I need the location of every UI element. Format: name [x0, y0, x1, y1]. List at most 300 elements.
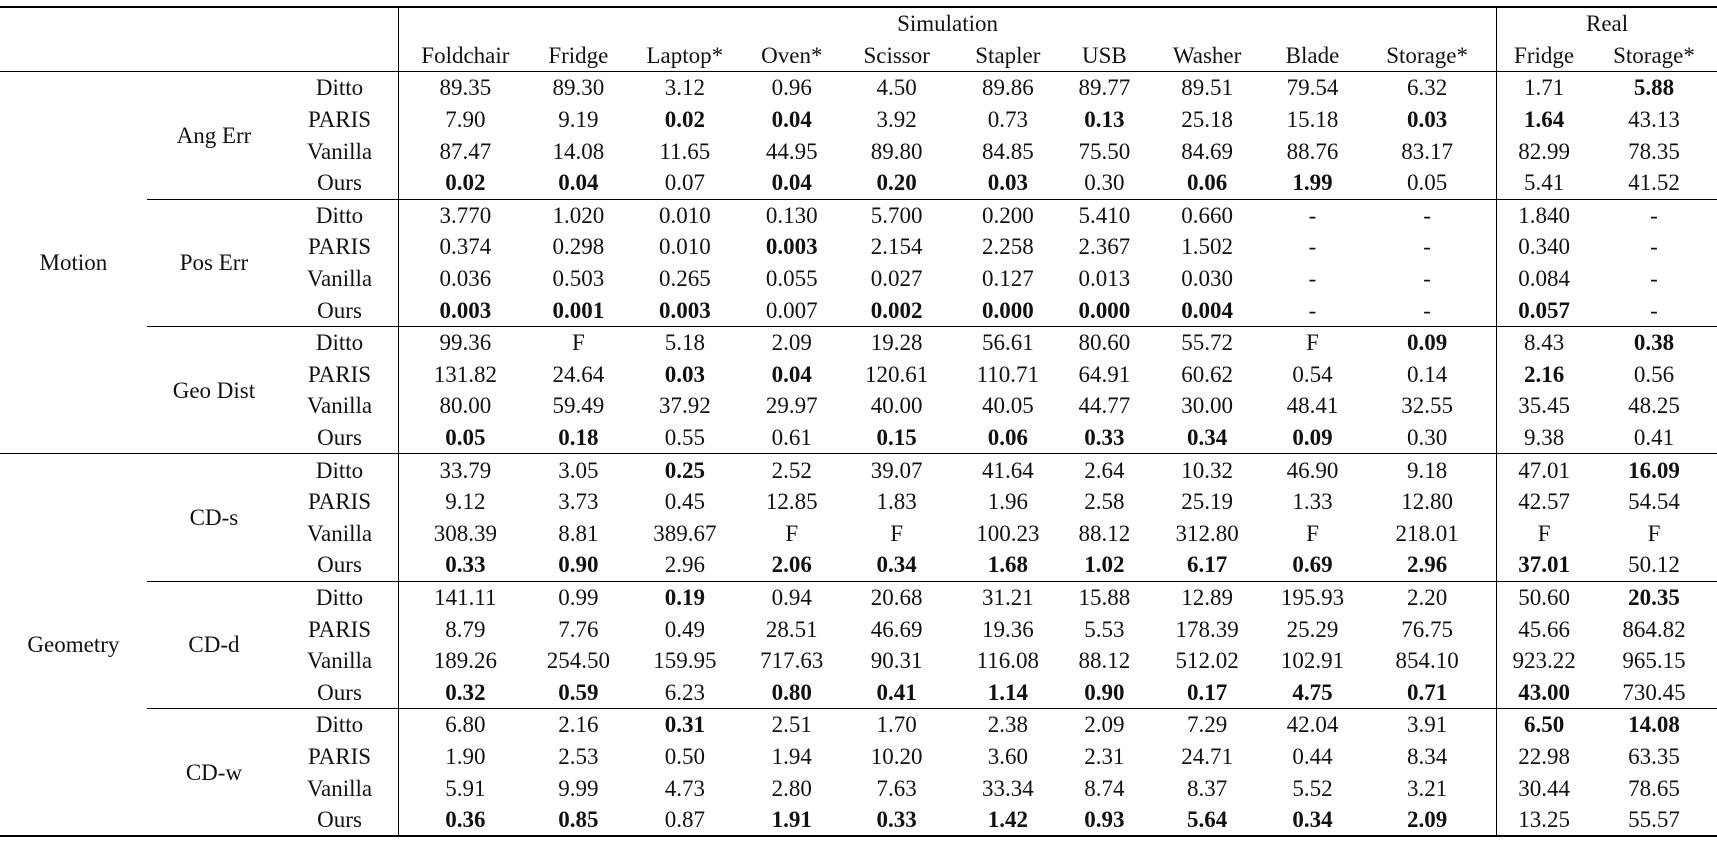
value-cell: 89.51 [1147, 72, 1267, 104]
value-cell: 1.42 [954, 804, 1061, 837]
value-cell: 2.09 [1061, 709, 1147, 741]
value-cell: - [1308, 297, 1317, 323]
value-cell: 33.79 [399, 454, 532, 486]
table-row [0, 454, 1717, 486]
value-cell: 0.09 [1292, 425, 1333, 451]
value-cell: 2.16 [1497, 359, 1591, 391]
value-cell: 12.80 [1401, 489, 1453, 515]
value-cell: 0.503 [552, 266, 605, 292]
column-header: Laptop* [646, 42, 724, 68]
method-name: Ours [317, 297, 362, 323]
value-cell: 0.80 [771, 679, 812, 705]
value-cell: 0.56 [1633, 361, 1675, 387]
value-cell: 100.23 [976, 520, 1040, 546]
value-cell: 0.33 [1084, 425, 1125, 451]
value-cell: 0.17 [1186, 679, 1228, 705]
value-cell: - [1423, 297, 1431, 323]
value-cell: 0.32 [399, 676, 532, 708]
column-header: Stapler [975, 42, 1041, 68]
value-cell: 0.010 [625, 199, 745, 231]
value-cell: 43.00 [1497, 676, 1591, 708]
value-cell: 88.76 [1286, 138, 1339, 164]
column-header: Washer [1172, 42, 1242, 68]
value-cell: 0.002 [870, 297, 923, 323]
value-cell: 0.36 [399, 804, 532, 837]
value-cell: - [1650, 297, 1658, 323]
value-cell: 0.59 [558, 679, 599, 705]
value-cell: 0.057 [1497, 294, 1591, 326]
value-cell: 131.82 [399, 359, 532, 391]
real-group-header: Real [1497, 7, 1717, 40]
value-cell: 79.54 [1267, 72, 1358, 104]
value-cell: F [1267, 326, 1358, 358]
metric-label: Pos Err [147, 199, 281, 326]
value-cell: 0.084 [1497, 263, 1591, 295]
value-cell: F [1647, 520, 1661, 546]
value-cell: 5.18 [625, 326, 745, 358]
value-cell: 116.08 [976, 648, 1040, 674]
value-cell: 2.52 [745, 454, 839, 486]
value-cell: 0.03 [1407, 107, 1448, 133]
value-cell: 78.65 [1628, 775, 1680, 801]
value-cell: 0.61 [771, 425, 812, 451]
value-cell: 19.28 [839, 326, 954, 358]
value-cell: 2.51 [745, 709, 839, 741]
value-cell: 0.030 [1181, 266, 1233, 292]
value-cell: 2.16 [532, 709, 625, 741]
value-cell: 0.44 [1292, 743, 1333, 769]
value-cell: 1.14 [987, 679, 1028, 705]
value-cell: 28.51 [765, 616, 818, 642]
value-cell: - [1423, 234, 1431, 260]
method-name: PARIS [307, 234, 372, 260]
value-cell: 0.04 [558, 170, 599, 196]
value-cell: 33.34 [981, 775, 1034, 801]
value-cell: 8.81 [558, 520, 599, 546]
value-cell: 37.01 [1497, 549, 1591, 581]
method-name: PARIS [307, 616, 372, 642]
value-cell: 0.38 [1591, 326, 1717, 358]
metric-label: Ang Err [147, 72, 281, 199]
value-cell: 29.97 [765, 393, 818, 419]
value-cell: 0.298 [552, 234, 605, 260]
value-cell: 0.07 [664, 170, 705, 196]
value-cell: 2.154 [870, 234, 923, 260]
value-cell: F [890, 520, 904, 546]
value-cell: 730.45 [1622, 679, 1686, 705]
value-cell: 84.69 [1181, 138, 1233, 164]
group-header-row [0, 7, 1717, 40]
value-cell: 88.12 [1078, 648, 1131, 674]
value-cell: 0.200 [954, 199, 1061, 231]
table-row [0, 326, 1717, 358]
value-cell: - [1308, 234, 1317, 260]
value-cell: 1.840 [1497, 199, 1591, 231]
value-cell: 80.00 [399, 390, 532, 422]
value-cell: 0.18 [558, 425, 599, 451]
value-cell: 0.13 [1084, 107, 1125, 133]
value-cell: 0.05 [1407, 170, 1448, 196]
value-cell: 0.003 [658, 297, 711, 323]
value-cell: - [1591, 199, 1717, 231]
column-header: Foldchair [399, 40, 532, 72]
value-cell: 0.04 [771, 170, 812, 196]
value-cell: 48.41 [1286, 393, 1339, 419]
value-cell: - [1650, 234, 1658, 260]
value-cell: 0.25 [625, 454, 745, 486]
value-cell: 3.12 [625, 72, 745, 104]
value-cell: 24.64 [552, 361, 605, 387]
value-cell: 2.367 [1078, 234, 1131, 260]
value-cell: 90.31 [870, 648, 923, 674]
value-cell: F [532, 326, 625, 358]
value-cell: 254.50 [546, 648, 610, 674]
value-cell: 15.18 [1286, 107, 1339, 133]
value-cell: 0.93 [1061, 804, 1147, 837]
value-cell: 9.12 [399, 486, 532, 518]
value-cell: 5.64 [1147, 804, 1267, 837]
value-cell: 1.502 [1181, 234, 1233, 260]
value-cell: 82.99 [1497, 135, 1591, 167]
value-cell: 0.340 [1497, 231, 1591, 263]
value-cell: 9.99 [558, 775, 599, 801]
value-cell: 0.03 [987, 170, 1028, 196]
value-cell: 0.54 [1292, 361, 1333, 387]
value-cell: 13.25 [1497, 804, 1591, 837]
method-name: Ours [317, 679, 362, 705]
method-name: PARIS [307, 361, 372, 387]
value-cell: 312.80 [1175, 520, 1239, 546]
value-cell: 0.06 [987, 425, 1028, 451]
value-cell: 89.86 [954, 72, 1061, 104]
value-cell: 0.41 [876, 679, 917, 705]
value-cell: 0.000 [981, 297, 1034, 323]
value-cell: 87.47 [399, 135, 532, 167]
value-cell: - [1308, 266, 1317, 292]
value-cell: 78.35 [1628, 138, 1680, 164]
value-cell: 6.23 [664, 679, 705, 705]
results-table [0, 6, 1717, 837]
value-cell: 9.18 [1358, 454, 1497, 486]
column-header: Storage* [1613, 42, 1695, 68]
value-cell: 102.91 [1280, 648, 1345, 674]
method-name: Vanilla [306, 266, 373, 292]
value-cell: 31.21 [954, 581, 1061, 613]
value-cell: 30.44 [1497, 772, 1591, 804]
value-cell: 24.71 [1181, 743, 1233, 769]
value-cell: 2.53 [558, 743, 599, 769]
value-cell: 3.73 [558, 489, 599, 515]
results-table-container [0, 6, 1717, 837]
value-cell: 0.15 [876, 425, 917, 451]
value-cell: 2.96 [664, 552, 705, 578]
table-row [0, 72, 1717, 104]
value-cell: 2.09 [745, 326, 839, 358]
value-cell: - [1358, 199, 1497, 231]
value-cell: 2.06 [771, 552, 812, 578]
value-cell: 40.05 [981, 393, 1034, 419]
value-cell: 1.33 [1292, 489, 1333, 515]
value-cell: 25.19 [1181, 489, 1233, 515]
value-cell: 46.90 [1267, 454, 1358, 486]
value-cell: 8.37 [1186, 775, 1228, 801]
value-cell: 4.50 [839, 72, 954, 104]
value-cell: 44.77 [1078, 393, 1131, 419]
value-cell: 854.10 [1395, 648, 1459, 674]
value-cell: 1.91 [745, 804, 839, 837]
value-cell: 41.64 [954, 454, 1061, 486]
empty-header-cell [0, 40, 147, 72]
value-cell: F [785, 520, 799, 546]
value-cell: 50.60 [1497, 581, 1591, 613]
column-header: Storage* [1386, 42, 1469, 68]
value-cell: 0.41 [1633, 425, 1675, 451]
value-cell: 50.12 [1628, 552, 1680, 578]
method-name: PARIS [307, 743, 372, 769]
value-cell: 0.02 [664, 107, 705, 133]
value-cell: 11.65 [659, 138, 711, 164]
value-cell: 0.87 [625, 804, 745, 837]
value-cell: 110.71 [976, 361, 1040, 387]
value-cell: 0.55 [664, 425, 705, 451]
value-cell: 0.04 [771, 361, 812, 387]
value-cell: 3.21 [1407, 775, 1448, 801]
value-cell: 43.13 [1628, 107, 1680, 133]
value-cell: 35.45 [1497, 390, 1591, 422]
value-cell: 25.18 [1181, 107, 1233, 133]
value-cell: 0.71 [1407, 679, 1448, 705]
column-header: Oven* [761, 42, 823, 68]
value-cell: 4.75 [1292, 679, 1333, 705]
value-cell: 0.000 [1078, 297, 1131, 323]
value-cell: 6.80 [399, 709, 532, 741]
value-cell: 0.34 [1267, 804, 1358, 837]
method-name: Ditto [281, 581, 398, 613]
method-name: Vanilla [306, 520, 373, 546]
value-cell: 89.35 [399, 72, 532, 104]
value-cell: 0.010 [658, 234, 711, 260]
value-cell: 2.09 [1358, 804, 1497, 837]
value-cell: 0.69 [1292, 552, 1333, 578]
value-cell: 2.64 [1061, 454, 1147, 486]
value-cell: 3.92 [876, 107, 917, 133]
value-cell: 5.53 [1084, 616, 1125, 642]
value-cell: 0.20 [876, 170, 917, 196]
value-cell: 923.22 [1497, 645, 1591, 677]
table-body [0, 72, 1717, 837]
value-cell: 0.73 [987, 107, 1028, 133]
value-cell: 54.54 [1628, 489, 1680, 515]
value-cell: 88.12 [1078, 520, 1131, 546]
column-header-row [0, 40, 1717, 72]
value-cell: 75.50 [1078, 138, 1131, 164]
value-cell: 0.30 [1084, 170, 1125, 196]
value-cell: 0.14 [1407, 361, 1448, 387]
value-cell: 2.38 [954, 709, 1061, 741]
value-cell: 0.374 [399, 231, 532, 263]
method-name: Ours [317, 425, 362, 451]
value-cell: 1.02 [1084, 552, 1125, 578]
simulation-group-header: Simulation [399, 7, 1497, 40]
empty-header-cell [281, 7, 398, 40]
value-cell: 2.80 [771, 775, 812, 801]
value-cell: 5.91 [399, 772, 532, 804]
column-header: Fridge [548, 42, 609, 68]
value-cell: 42.04 [1267, 709, 1358, 741]
value-cell: 195.93 [1267, 581, 1358, 613]
method-name: Ours [317, 170, 362, 196]
value-cell: 5.52 [1292, 775, 1333, 801]
value-cell: 60.62 [1181, 361, 1233, 387]
value-cell: 141.11 [399, 581, 532, 613]
value-cell: 39.07 [839, 454, 954, 486]
value-cell: 5.88 [1591, 72, 1717, 104]
value-cell: 2.96 [1407, 552, 1448, 578]
value-cell: 0.130 [745, 199, 839, 231]
value-cell: 89.30 [532, 72, 625, 104]
value-cell: 0.90 [1084, 679, 1125, 705]
value-cell: 1.83 [876, 489, 917, 515]
value-cell: 14.08 [552, 138, 605, 164]
value-cell: 5.700 [839, 199, 954, 231]
value-cell: 9.38 [1497, 422, 1591, 454]
value-cell: 8.79 [399, 613, 532, 645]
empty-header-cell [0, 7, 147, 40]
value-cell: 64.91 [1078, 361, 1131, 387]
value-cell: 89.80 [870, 138, 923, 164]
value-cell: 0.85 [532, 804, 625, 837]
value-cell: 32.55 [1401, 393, 1453, 419]
value-cell: 8.74 [1084, 775, 1125, 801]
value-cell: 37.92 [658, 393, 711, 419]
value-cell: 1.70 [839, 709, 954, 741]
value-cell: 0.06 [1186, 170, 1228, 196]
value-cell: 7.29 [1147, 709, 1267, 741]
value-cell: 0.34 [876, 552, 917, 578]
value-cell: 0.94 [745, 581, 839, 613]
value-cell: 15.88 [1061, 581, 1147, 613]
section-label: Geometry [0, 454, 147, 837]
value-cell: 0.660 [1147, 199, 1267, 231]
value-cell: 0.34 [1186, 425, 1228, 451]
value-cell: 0.90 [558, 552, 599, 578]
value-cell: F [1497, 518, 1591, 550]
value-cell: - [1423, 266, 1431, 292]
value-cell: 0.003 [399, 294, 532, 326]
value-cell: 0.036 [399, 263, 532, 295]
method-name: Ditto [281, 454, 398, 486]
value-cell: 0.45 [664, 489, 705, 515]
value-cell: 0.99 [532, 581, 625, 613]
method-name: Ditto [281, 72, 398, 104]
column-header: USB [1081, 42, 1127, 68]
value-cell: 1.020 [532, 199, 625, 231]
value-cell: 45.66 [1497, 613, 1591, 645]
method-name: Vanilla [306, 393, 373, 419]
metric-label: CD-w [147, 709, 281, 837]
value-cell: 389.67 [653, 520, 717, 546]
value-cell: 41.52 [1628, 170, 1680, 196]
value-cell: 864.82 [1622, 616, 1686, 642]
value-cell: 22.98 [1497, 741, 1591, 773]
value-cell: 1.94 [771, 743, 812, 769]
value-cell: 0.013 [1078, 266, 1131, 292]
value-cell: 0.055 [765, 266, 818, 292]
value-cell: 3.91 [1358, 709, 1497, 741]
value-cell: 84.85 [981, 138, 1034, 164]
value-cell: 8.34 [1407, 743, 1448, 769]
empty-header-cell [281, 40, 398, 72]
value-cell: 7.90 [399, 104, 532, 136]
value-cell: 8.43 [1497, 326, 1591, 358]
value-cell: 2.58 [1084, 489, 1125, 515]
value-cell: 0.05 [399, 422, 532, 454]
method-name: Ours [281, 804, 398, 837]
metric-label: CD-s [147, 454, 281, 581]
value-cell: 83.17 [1401, 138, 1453, 164]
empty-header-cell [147, 40, 281, 72]
value-cell: 1.71 [1497, 72, 1591, 104]
value-cell: 40.00 [870, 393, 923, 419]
value-cell: 10.20 [870, 743, 923, 769]
value-cell: 178.39 [1175, 616, 1239, 642]
value-cell: 20.68 [839, 581, 954, 613]
method-name: Vanilla [306, 138, 373, 164]
value-cell: 7.63 [876, 775, 917, 801]
value-cell: 7.76 [558, 616, 599, 642]
column-header: Fridge [1497, 40, 1591, 72]
value-cell: 56.61 [954, 326, 1061, 358]
value-cell: 2.31 [1084, 743, 1125, 769]
value-cell: 218.01 [1395, 520, 1459, 546]
value-cell: 6.32 [1358, 72, 1497, 104]
value-cell: 2.20 [1358, 581, 1497, 613]
value-cell: 42.57 [1497, 486, 1591, 518]
section-label: Motion [0, 72, 147, 454]
method-name: Ditto [281, 326, 398, 358]
column-header: Scissor [863, 42, 930, 68]
method-name: Ours [317, 552, 362, 578]
metric-label: Geo Dist [147, 326, 281, 453]
value-cell: 0.03 [664, 361, 705, 387]
value-cell: 0.31 [625, 709, 745, 741]
value-cell: 55.72 [1147, 326, 1267, 358]
value-cell: 3.05 [532, 454, 625, 486]
value-cell: 0.007 [765, 297, 818, 323]
value-cell: 965.15 [1622, 648, 1686, 674]
value-cell: 99.36 [399, 326, 532, 358]
value-cell: 5.410 [1061, 199, 1147, 231]
table-row [0, 199, 1717, 231]
value-cell: 4.73 [664, 775, 705, 801]
value-cell: 189.26 [399, 645, 532, 677]
value-cell: 47.01 [1497, 454, 1591, 486]
value-cell: 9.19 [558, 107, 599, 133]
metric-label: CD-d [147, 581, 281, 708]
value-cell: 55.57 [1591, 804, 1717, 837]
value-cell: 6.50 [1497, 709, 1591, 741]
value-cell: 1.99 [1292, 170, 1333, 196]
method-name: Ditto [281, 709, 398, 741]
value-cell: 1.68 [987, 552, 1028, 578]
value-cell: 0.04 [771, 107, 812, 133]
value-cell: 89.77 [1061, 72, 1147, 104]
value-cell: 1.64 [1497, 104, 1591, 136]
value-cell: 2.258 [981, 234, 1034, 260]
value-cell: 59.49 [552, 393, 605, 419]
value-cell: 3.770 [399, 199, 532, 231]
value-cell: 48.25 [1628, 393, 1680, 419]
